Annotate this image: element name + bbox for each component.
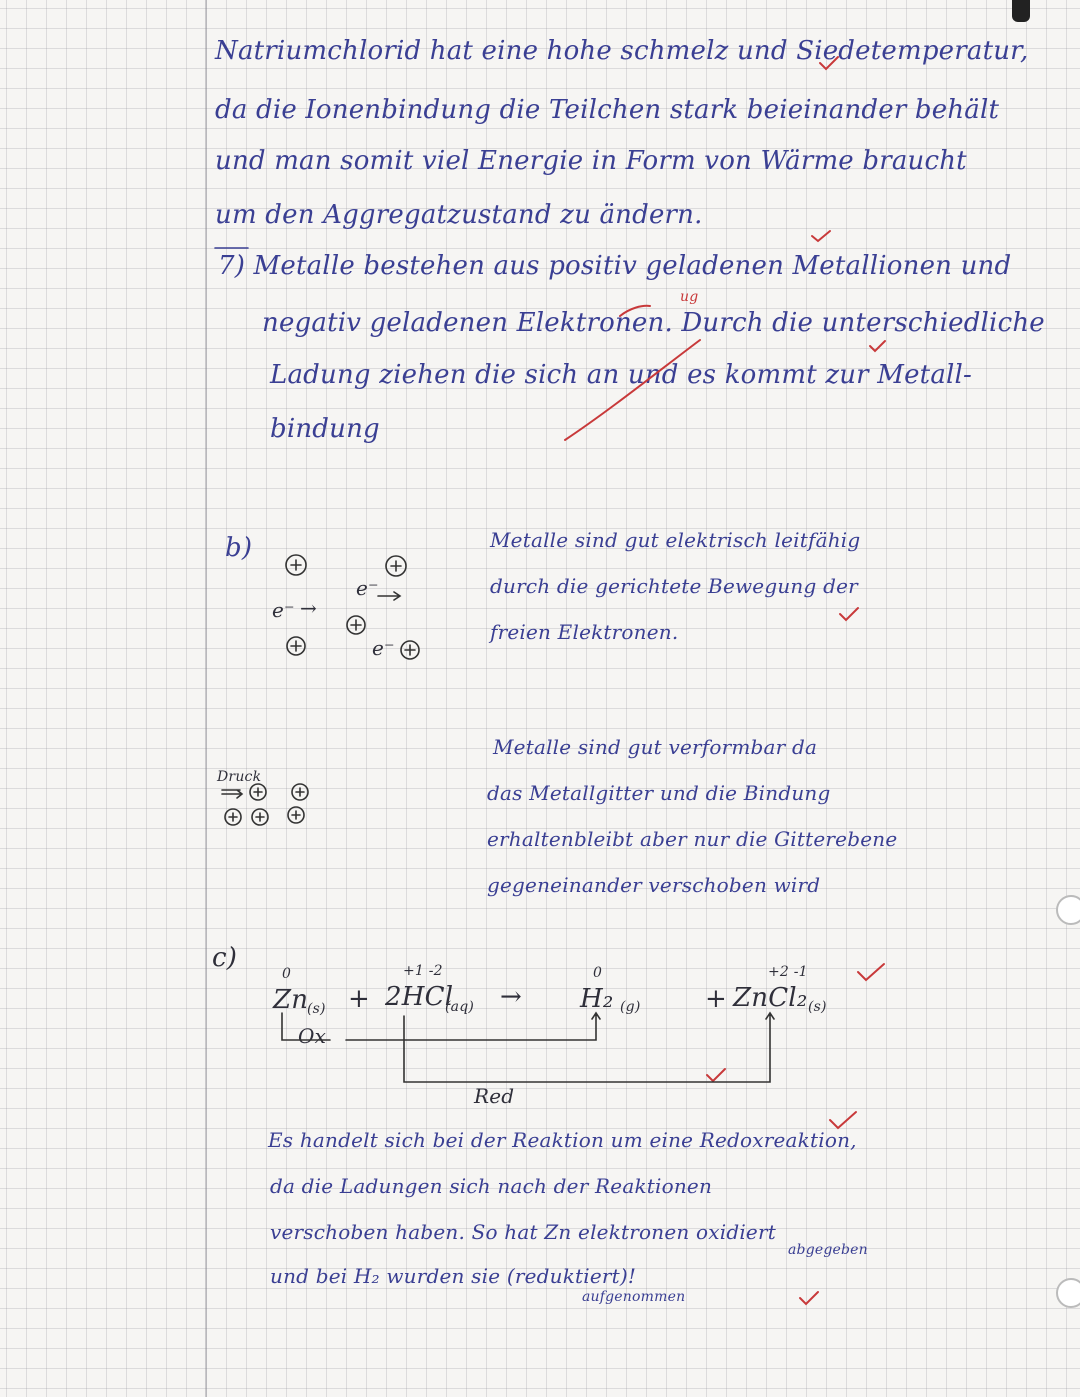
- ox-label: Ox: [298, 1024, 327, 1048]
- check-mark-2: [812, 231, 830, 241]
- check-mark-1: [820, 57, 838, 69]
- state-zncl: (s): [808, 999, 827, 1015]
- text-line-8: bindung: [270, 414, 380, 444]
- electron-arrow-1: →: [300, 596, 317, 620]
- electron-label-1: e⁻: [272, 598, 295, 622]
- deformation-lattice: [222, 784, 308, 825]
- red-bracket: [404, 1013, 774, 1082]
- check-mark-5: [858, 964, 884, 980]
- check-mark-3: [870, 341, 885, 351]
- ox-number-h2: 0: [593, 965, 603, 981]
- ox-number-hcl: +1 -2: [403, 963, 443, 979]
- c-text-1: Es handelt sich bei der Reaktion um eine Redoxreaktion,: [268, 1128, 857, 1152]
- check-mark-8: [800, 1292, 818, 1304]
- correction-stroke-2: [620, 306, 650, 316]
- text-line-2: da die Ionenbindung die Teilchen stark beieinander behält: [215, 95, 1000, 125]
- label-b: b): [225, 533, 253, 563]
- metal-ions-lattice: [286, 555, 419, 659]
- text-line-4: um den Aggregatzustand zu ändern.: [215, 200, 703, 230]
- electron-label-3: e⁻: [372, 636, 395, 660]
- correction-mark: ug: [680, 289, 699, 305]
- b-text-3: freien Elektronen.: [490, 620, 679, 644]
- formula-h2: H₂: [580, 984, 614, 1014]
- text-line-6: negativ geladenen Elektronen. Durch die unterschiedliche: [262, 308, 1045, 338]
- check-mark-7: [830, 1112, 856, 1128]
- electron-arrow-2: [378, 592, 400, 600]
- ox-number-zncl: +2 -1: [768, 964, 808, 980]
- electron-label-2: e⁻: [356, 576, 379, 600]
- reaction-arrow: →: [500, 982, 522, 1012]
- plus-signs: [291, 560, 415, 655]
- b-text-2: durch die gerichtete Bewegung der: [490, 574, 858, 598]
- b-deform-1: Metalle sind gut verformbar da: [493, 735, 818, 759]
- pressure-arrow: [222, 790, 242, 798]
- c-note-abgegeben: abgegeben: [788, 1242, 868, 1258]
- text-line-5: 7) Metalle bestehen aus positiv geladenen Metallionen und: [218, 251, 1012, 281]
- state-h2: (g): [620, 999, 641, 1015]
- text-line-1: Natriumchlorid hat eine hohe schmelz und Siedetemperatur,: [215, 36, 1029, 66]
- state-hcl: (aq): [445, 999, 475, 1015]
- check-mark-4: [840, 608, 858, 620]
- state-zn: (s): [307, 1001, 326, 1017]
- formula-zn: Zn: [273, 985, 309, 1015]
- text-line-3: und man somit viel Energie in Form von Wärme braucht: [215, 146, 967, 176]
- c-note-aufgenommen: aufgenommen: [582, 1289, 686, 1305]
- c-text-4: und bei H₂ wurden sie (reduktiert)!: [270, 1264, 637, 1288]
- formula-hcl: 2HCl: [385, 982, 454, 1012]
- correction-stroke: [565, 340, 700, 440]
- druck-label: Druck: [217, 769, 262, 785]
- text-line-7: Ladung ziehen die sich an und es kommt zur Metall-: [270, 360, 973, 390]
- ox-arrow: [346, 1013, 600, 1040]
- b-text-1: Metalle sind gut elektrisch leitfähig: [490, 528, 861, 552]
- b-deform-2: das Metallgitter und die Bindung: [487, 781, 831, 805]
- c-text-3: verschoben haben. So hat Zn elektronen oxidiert: [270, 1220, 776, 1244]
- ox-bracket: [282, 1013, 330, 1040]
- check-mark-6: [707, 1069, 725, 1081]
- b-deform-4: gegeneinander verschoben wird: [487, 873, 821, 897]
- formula-zncl2: ZnCl₂: [733, 983, 808, 1013]
- ox-number-zn: 0: [282, 966, 292, 982]
- plus-sign-2: +: [705, 984, 727, 1014]
- label-c: c): [212, 943, 238, 973]
- redox-brackets: [282, 1013, 774, 1082]
- b-deform-3: erhaltenbleibt aber nur die Gitterebene: [487, 827, 898, 851]
- plus-sign-1: +: [348, 984, 370, 1014]
- c-text-2: da die Ladungen sich nach der Reaktionen: [270, 1174, 713, 1198]
- red-label: Red: [474, 1084, 515, 1108]
